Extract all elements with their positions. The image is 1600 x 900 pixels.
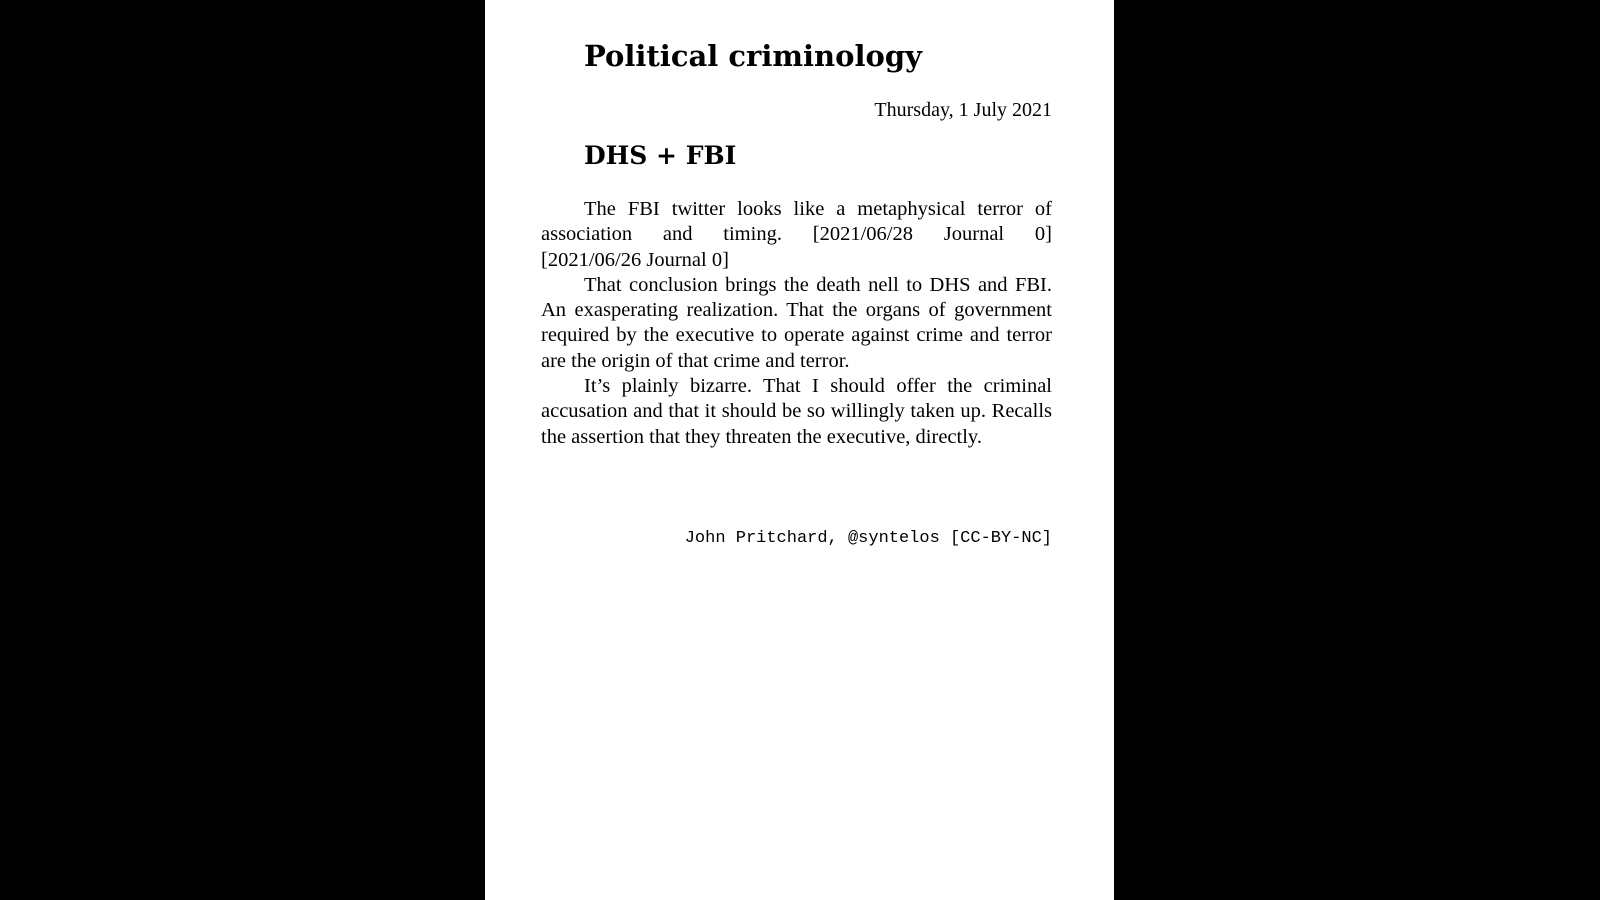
section-heading: DHS + FBI <box>584 141 737 170</box>
section-body <box>541 197 1052 450</box>
journal-reference: [2021/06/28 Journal 0] <box>812 223 1052 246</box>
paragraph-1 <box>541 197 1052 273</box>
paragraph-1-text: The FBI twitter looks like a metaphysical terror of association and timing. <box>541 198 1052 246</box>
paragraph-2: That conclusion brings the death nell to DHS and FBI. An exasperating realization. That the organs of government required by the executive to operate against crime and terror are the origin of that crime and terror. <box>541 273 1052 372</box>
document-date: Thursday, 1 July 2021 <box>874 99 1052 121</box>
journal-reference: [2021/06/26 Journal 0] <box>541 248 729 271</box>
author-signature: John Pritchard, @syntelos [CC-BY-NC] <box>684 529 1052 548</box>
document-page <box>485 0 1114 900</box>
document-title: Political criminology <box>584 39 922 73</box>
paragraph-3: It’s plainly bizarre. That I should offer the criminal accusation and that it should be so willingly taken up. Recalls the assertion that they threaten the executive, directly. <box>541 375 1052 448</box>
